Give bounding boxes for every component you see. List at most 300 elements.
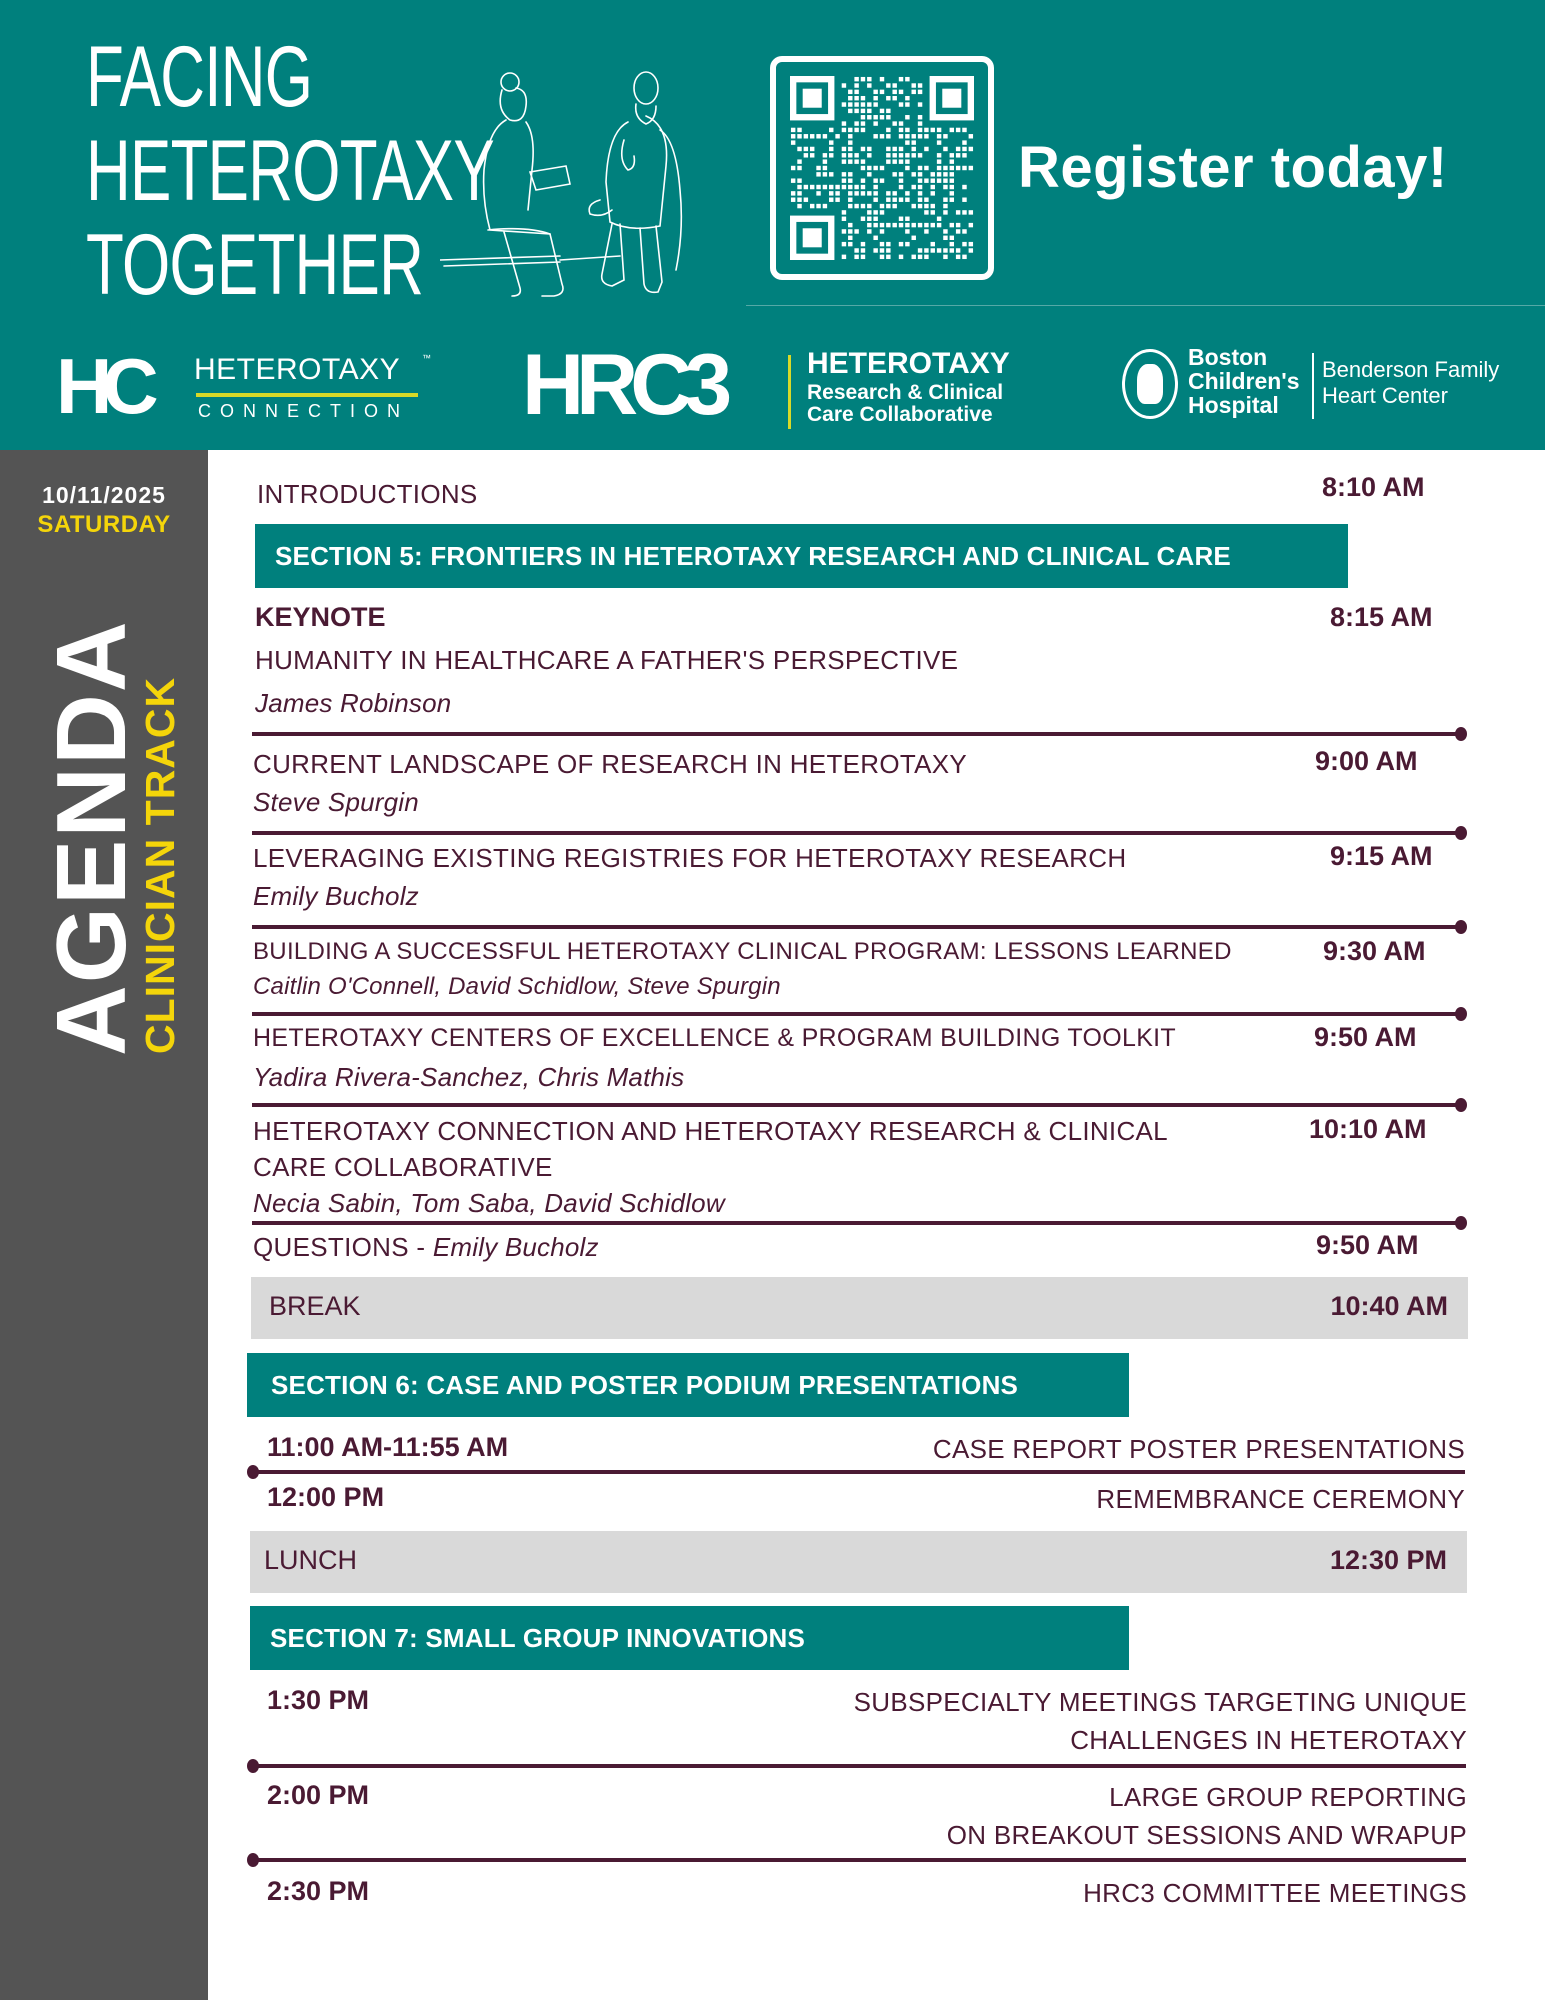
- qr-module: [886, 255, 890, 259]
- qr-module: [873, 223, 877, 227]
- timeline-dot: [1455, 1007, 1467, 1021]
- item-title: HUMANITY IN HEALTHCARE A FATHER'S PERSPECTIVE: [255, 645, 959, 675]
- qr-module: [873, 134, 877, 138]
- qr-module: [905, 242, 909, 246]
- qr-module: [848, 159, 852, 163]
- hc-logo-subtitle: CONNECTION: [198, 401, 409, 421]
- qr-module: [848, 90, 852, 94]
- qr-module: [918, 204, 922, 208]
- qr-module: [892, 159, 896, 163]
- item-speakers: Emily Bucholz: [253, 881, 419, 911]
- item-time: 9:00 AM: [1315, 746, 1418, 776]
- qr-module: [924, 147, 928, 151]
- qr-module: [899, 172, 903, 176]
- qr-module: [969, 242, 973, 246]
- timeline-dot: [1455, 1216, 1467, 1230]
- qr-code[interactable]: [770, 56, 994, 280]
- qr-module: [842, 147, 846, 151]
- qr-module: [797, 198, 801, 202]
- qr-module: [873, 90, 877, 94]
- qr-module: [873, 121, 877, 125]
- qr-module: [886, 134, 890, 138]
- item-speakers: Necia Sabin, Tom Saba, David Schidlow: [253, 1188, 725, 1218]
- qr-module: [899, 217, 903, 221]
- event-day: SATURDAY: [37, 511, 171, 538]
- qr-module: [848, 96, 852, 100]
- qr-module: [931, 191, 935, 195]
- qr-module: [905, 229, 909, 233]
- qr-module: [842, 178, 846, 182]
- qr-module: [905, 198, 909, 202]
- qr-module: [861, 109, 865, 113]
- qr-module: [848, 109, 852, 113]
- item-title-line: CHALLENGES IN HETEROTAXY: [1070, 1725, 1467, 1755]
- qr-module: [886, 204, 890, 208]
- hc-logo-mark: HC: [56, 342, 149, 430]
- qr-module: [905, 223, 909, 227]
- qr-module: [918, 90, 922, 94]
- qr-module: [854, 121, 858, 125]
- qr-module: [829, 153, 833, 157]
- qr-module: [943, 248, 947, 252]
- qr-module: [873, 96, 877, 100]
- qr-module: [861, 147, 865, 151]
- qr-module: [956, 229, 960, 233]
- item-title-line: LARGE GROUP REPORTING: [1109, 1782, 1467, 1812]
- qr-module: [937, 159, 941, 163]
- title-line: FACING: [86, 29, 313, 125]
- qr-module: [892, 172, 896, 176]
- qr-module: [918, 223, 922, 227]
- qr-module: [848, 229, 852, 233]
- qr-module: [880, 134, 884, 138]
- item-title-line: HETEROTAXY CONNECTION AND HETEROTAXY RESEARCH & CLINICAL: [253, 1116, 1168, 1146]
- qr-module: [918, 102, 922, 106]
- qr-module: [867, 153, 871, 157]
- qr-module: [886, 109, 890, 113]
- qr-module: [943, 134, 947, 138]
- qr-module: [810, 153, 814, 157]
- item-time: 2:00 PM: [267, 1780, 370, 1810]
- hospital-name-line: Children's: [1188, 368, 1300, 394]
- qr-module: [829, 172, 833, 176]
- sidebar: [0, 450, 208, 2000]
- qr-module: [842, 242, 846, 246]
- qr-module: [905, 134, 909, 138]
- qr-module: [867, 210, 871, 214]
- qr-module: [823, 185, 827, 189]
- qr-module: [905, 140, 909, 144]
- qr-module: [905, 115, 909, 119]
- qr-module: [899, 242, 903, 246]
- qr-module: [892, 198, 896, 202]
- qr-module: [823, 134, 827, 138]
- qr-module: [854, 255, 858, 259]
- qr-module: [880, 242, 884, 246]
- qr-module: [804, 198, 808, 202]
- qr-module: [861, 102, 865, 106]
- qr-module: [962, 255, 966, 259]
- qr-module: [937, 140, 941, 144]
- item-title-line: ON BREAKOUT SESSIONS AND WRAPUP: [946, 1820, 1467, 1850]
- timeline-divider: [252, 1012, 1462, 1016]
- item-speakers: Steve Spurgin: [253, 787, 419, 817]
- qr-module: [880, 178, 884, 182]
- qr-module: [848, 223, 852, 227]
- register-cta: Register today!: [1018, 135, 1448, 200]
- qr-module: [962, 242, 966, 246]
- qr-module: [924, 198, 928, 202]
- qr-module: [880, 109, 884, 113]
- qr-module: [899, 102, 903, 106]
- qr-module: [892, 223, 896, 227]
- qr-module: [962, 140, 966, 144]
- qr-module: [950, 242, 954, 246]
- qr-module: [918, 172, 922, 176]
- qr-module: [861, 204, 865, 208]
- qr-module: [810, 147, 814, 151]
- item-title-line: SUBSPECIALTY MEETINGS TARGETING UNIQUE: [853, 1687, 1467, 1717]
- qr-module: [886, 248, 890, 252]
- title-line: HETEROTAXY: [86, 123, 494, 219]
- qr-module: [804, 185, 808, 189]
- qr-module: [931, 210, 935, 214]
- qr-module: [918, 255, 922, 259]
- qr-module: [950, 178, 954, 182]
- qr-module: [880, 166, 884, 170]
- qr-module: [861, 178, 865, 182]
- intro-title: INTRODUCTIONS: [257, 479, 478, 509]
- qr-module: [905, 166, 909, 170]
- timeline-divider: [252, 1103, 1462, 1107]
- qr-module: [924, 255, 928, 259]
- item-time: 9:50 AM: [1316, 1230, 1419, 1260]
- qr-module: [816, 134, 820, 138]
- qr-module: [854, 204, 858, 208]
- qr-module: [912, 153, 916, 157]
- item-time: 12:00 PM: [267, 1482, 385, 1512]
- hospital-name-line: Hospital: [1188, 392, 1279, 418]
- qr-module: [873, 198, 877, 202]
- break-label: BREAK: [269, 1291, 361, 1321]
- qr-module: [835, 198, 839, 202]
- qr-module: [861, 185, 865, 189]
- qr-module: [848, 128, 852, 132]
- qr-module: [797, 191, 801, 195]
- break-time: 10:40 AM: [1330, 1291, 1448, 1321]
- qr-module: [829, 198, 833, 202]
- qr-module: [867, 147, 871, 151]
- qr-module: [848, 236, 852, 240]
- qr-module: [829, 140, 833, 144]
- qr-finder-center: [803, 89, 822, 108]
- qr-module: [791, 198, 795, 202]
- qr-module: [950, 236, 954, 240]
- qr-module: [835, 191, 839, 195]
- qr-module: [956, 153, 960, 157]
- timeline-divider: [252, 1764, 1466, 1768]
- qr-module: [829, 185, 833, 189]
- qr-module: [886, 191, 890, 195]
- qr-module: [931, 223, 935, 227]
- qr-module: [937, 134, 941, 138]
- qr-module: [861, 115, 865, 119]
- qr-module: [931, 204, 935, 208]
- qr-module: [886, 153, 890, 157]
- qr-module: [918, 83, 922, 87]
- qr-module: [918, 185, 922, 189]
- qr-module: [892, 153, 896, 157]
- qr-module: [918, 121, 922, 125]
- qr-module: [912, 172, 916, 176]
- qr-module: [899, 134, 903, 138]
- qr-module: [943, 198, 947, 202]
- qr-module: [867, 217, 871, 221]
- qr-module: [880, 248, 884, 252]
- qr-module: [931, 178, 935, 182]
- hrc3-logo-line: HETEROTAXY: [807, 347, 1010, 380]
- qr-module: [823, 204, 827, 208]
- qr-module: [905, 153, 909, 157]
- qr-module: [892, 147, 896, 151]
- qr-module: [969, 166, 973, 170]
- timeline-divider: [252, 925, 1462, 929]
- qr-module: [854, 83, 858, 87]
- qr-module: [956, 210, 960, 214]
- qr-module: [873, 115, 877, 119]
- item-time: 10:10 AM: [1309, 1114, 1427, 1144]
- qr-module: [912, 140, 916, 144]
- qr-module: [931, 128, 935, 132]
- qr-module: [848, 204, 852, 208]
- qr-module: [804, 147, 808, 151]
- qr-module: [950, 153, 954, 157]
- qr-module: [912, 134, 916, 138]
- qr-module: [867, 229, 871, 233]
- qr-module: [873, 191, 877, 195]
- qr-module: [956, 223, 960, 227]
- qr-finder-center: [942, 89, 961, 108]
- qr-module: [950, 172, 954, 176]
- qr-module: [950, 248, 954, 252]
- qr-module: [937, 128, 941, 132]
- qr-module: [918, 153, 922, 157]
- qr-module: [886, 128, 890, 132]
- qr-module: [924, 166, 928, 170]
- qr-module: [899, 90, 903, 94]
- qr-module: [861, 248, 865, 252]
- department-line: Benderson Family: [1322, 357, 1500, 382]
- qr-module: [873, 178, 877, 182]
- qr-module: [797, 128, 801, 132]
- qr-module: [937, 223, 941, 227]
- qr-module: [867, 204, 871, 208]
- qr-module: [943, 210, 947, 214]
- qr-module: [867, 83, 871, 87]
- qr-module: [842, 185, 846, 189]
- qr-module: [861, 255, 865, 259]
- qr-module: [892, 121, 896, 125]
- qr-module: [823, 159, 827, 163]
- qr-module: [842, 102, 846, 106]
- qr-module: [848, 178, 852, 182]
- qr-module: [912, 236, 916, 240]
- qr-module: [854, 102, 858, 106]
- qr-module: [797, 159, 801, 163]
- qr-module: [823, 153, 827, 157]
- qr-module: [797, 147, 801, 151]
- qr-module: [892, 191, 896, 195]
- qr-module: [880, 229, 884, 233]
- qr-module: [969, 223, 973, 227]
- qr-module: [892, 96, 896, 100]
- qr-module: [873, 210, 877, 214]
- qr-module: [969, 248, 973, 252]
- qr-module: [848, 198, 852, 202]
- qr-module: [861, 191, 865, 195]
- qr-module: [956, 128, 960, 132]
- qr-module: [854, 153, 858, 157]
- qr-module: [962, 185, 966, 189]
- qr-module: [848, 172, 852, 176]
- qr-module: [791, 166, 795, 170]
- qr-module: [924, 229, 928, 233]
- item-speakers: Caitlin O'Connell, David Schidlow, Steve Spurgin: [253, 973, 781, 1000]
- qr-module: [962, 210, 966, 214]
- qr-module: [873, 166, 877, 170]
- qr-module: [797, 134, 801, 138]
- qr-module: [791, 178, 795, 182]
- qr-module: [924, 204, 928, 208]
- item-speakers: Yadira Rivera-Sanchez, Chris Mathis: [253, 1062, 685, 1092]
- qr-module: [956, 166, 960, 170]
- qr-module: [892, 204, 896, 208]
- qr-module: [962, 128, 966, 132]
- qr-module: [797, 204, 801, 208]
- qr-module: [816, 191, 820, 195]
- qr-module: [899, 255, 903, 259]
- qr-module: [873, 248, 877, 252]
- qr-module: [924, 248, 928, 252]
- qr-module: [854, 90, 858, 94]
- qr-module: [918, 134, 922, 138]
- qr-module: [842, 217, 846, 221]
- qr-module: [950, 166, 954, 170]
- qr-module: [842, 210, 846, 214]
- hc-logo-word: HETEROTAXY: [194, 353, 401, 386]
- qr-module: [905, 96, 909, 100]
- qr-module: [931, 242, 935, 246]
- qr-module: [899, 153, 903, 157]
- qr-module: [924, 128, 928, 132]
- qr-module: [854, 191, 858, 195]
- item-speakers: Emily Bucholz: [432, 1232, 599, 1262]
- lunch-bar: [250, 1531, 1467, 1593]
- qr-module: [892, 83, 896, 87]
- qr-module: [918, 115, 922, 119]
- qr-module: [962, 147, 966, 151]
- hc-logo-underline: [196, 393, 418, 397]
- qr-finder-center: [803, 228, 822, 247]
- qr-module: [810, 134, 814, 138]
- qr-module: [931, 172, 935, 176]
- qr-module: [842, 172, 846, 176]
- timeline-dot: [1455, 1098, 1467, 1112]
- qr-module: [918, 248, 922, 252]
- qr-module: [854, 77, 858, 81]
- qr-module: [816, 185, 820, 189]
- qr-module: [842, 121, 846, 125]
- qr-module: [835, 134, 839, 138]
- qr-module: [962, 153, 966, 157]
- qr-module: [861, 128, 865, 132]
- hrc3-logo-line: Research & Clinical: [807, 381, 1004, 404]
- keynote-label: KEYNOTE: [255, 602, 386, 632]
- qr-module: [867, 77, 871, 81]
- qr-module: [886, 242, 890, 246]
- section-5-header: SECTION 5: FRONTIERS IN HETEROTAXY RESEARCH AND CLINICAL CARE: [255, 524, 1348, 588]
- item-speakers: James Robinson: [255, 688, 452, 718]
- section-6-header: SECTION 6: CASE AND POSTER PODIUM PRESENTATIONS: [247, 1353, 1129, 1417]
- qr-module: [937, 166, 941, 170]
- agenda-heading: AGENDA: [36, 619, 146, 1056]
- qr-module: [873, 185, 877, 189]
- qr-module: [823, 166, 827, 170]
- qr-module: [867, 166, 871, 170]
- qr-module: [797, 178, 801, 182]
- qr-module: [886, 96, 890, 100]
- hrc3-logo-line: Care Collaborative: [807, 403, 993, 426]
- qr-module: [943, 255, 947, 259]
- qr-module: [956, 147, 960, 151]
- department-line: Heart Center: [1322, 383, 1448, 408]
- item-time: 11:00 AM-11:55 AM: [267, 1432, 509, 1462]
- item-title: BUILDING A SUCCESSFUL HETEROTAXY CLINICAL PROGRAM: LESSONS LEARNED: [253, 938, 1232, 965]
- event-date: 10/11/2025: [42, 482, 166, 508]
- header-divider: [746, 305, 1545, 306]
- qr-module: [899, 198, 903, 202]
- qr-module: [861, 166, 865, 170]
- qr-module: [969, 147, 973, 151]
- qr-module: [848, 147, 852, 151]
- qr-module: [854, 159, 858, 163]
- qr-module: [810, 185, 814, 189]
- item-title-line: CARE COLLABORATIVE: [253, 1152, 553, 1182]
- qr-module: [848, 102, 852, 106]
- qr-module: [912, 204, 916, 208]
- qr-module: [924, 210, 928, 214]
- item-time: 9:50 AM: [1314, 1022, 1417, 1052]
- qr-module: [931, 248, 935, 252]
- qr-module: [880, 204, 884, 208]
- qr-module: [905, 217, 909, 221]
- timeline-divider: [252, 1221, 1462, 1225]
- qr-module: [950, 198, 954, 202]
- qr-module: [867, 115, 871, 119]
- department-name: [1322, 357, 1499, 409]
- qr-module: [886, 223, 890, 227]
- qr-module: [854, 185, 858, 189]
- lunch-time: 12:30 PM: [1329, 1545, 1447, 1575]
- qr-module: [873, 217, 877, 221]
- qr-module: [962, 166, 966, 170]
- qr-module: [791, 140, 795, 144]
- qr-module: [867, 223, 871, 227]
- qr-module: [861, 159, 865, 163]
- qr-module: [797, 185, 801, 189]
- item-time: 9:30 AM: [1323, 936, 1426, 966]
- qr-module: [823, 172, 827, 176]
